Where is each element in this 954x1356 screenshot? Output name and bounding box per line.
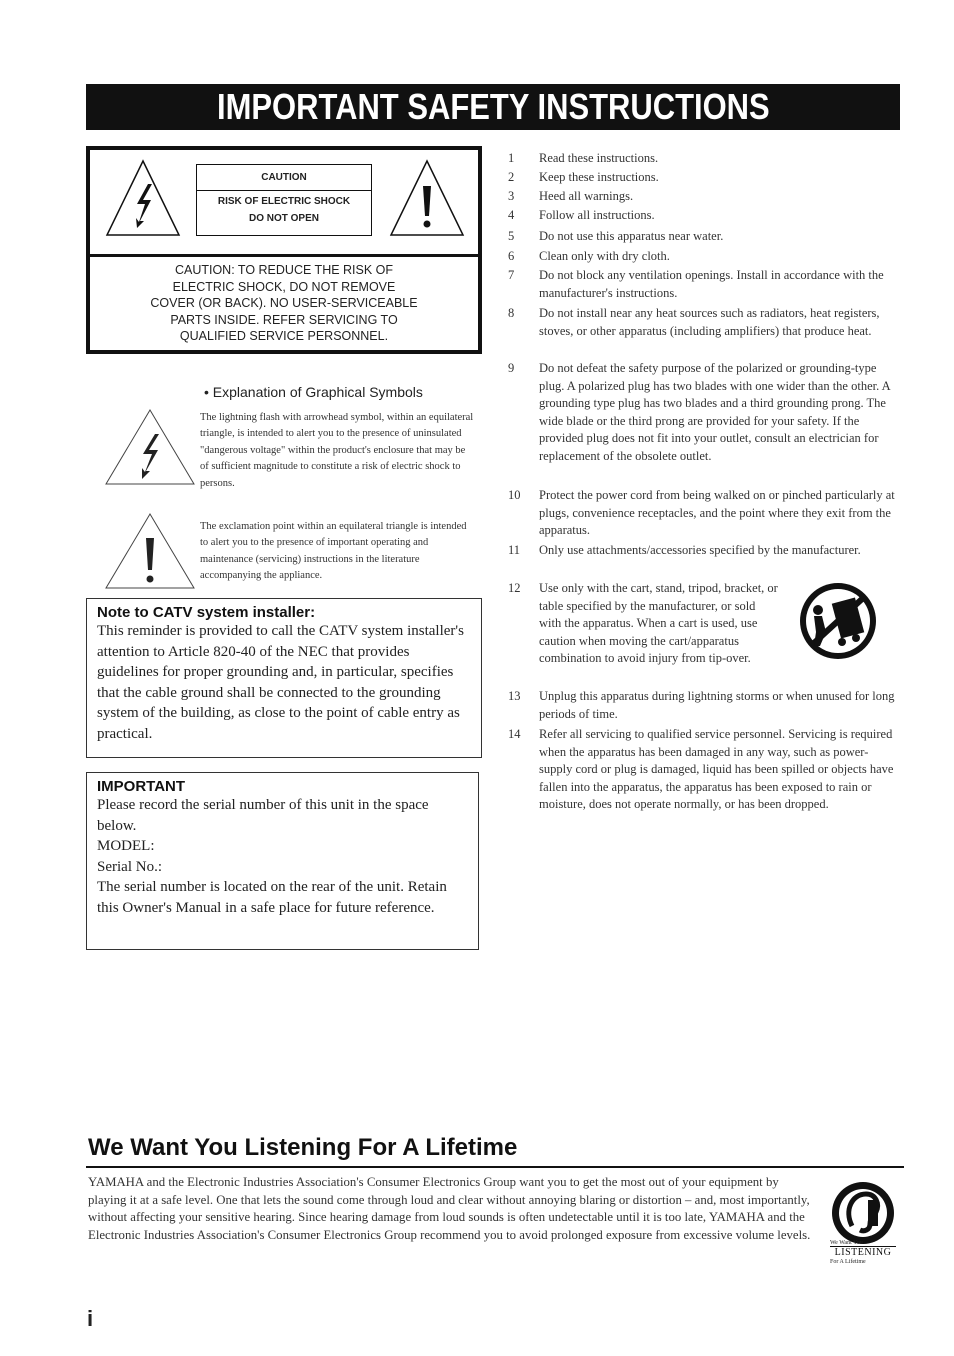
lightning-triangle-icon [104, 408, 196, 486]
list-item: 6 Clean only with dry cloth. [508, 249, 670, 263]
page-title: IMPORTANT SAFETY INSTRUCTIONS [216, 86, 770, 127]
exclamation-triangle-icon [388, 158, 466, 238]
page-number: i [87, 1306, 94, 1331]
list-item: 1 Read these instructions. [508, 151, 659, 165]
caution-label-box [196, 164, 372, 236]
catv-body: This reminder is provided to call the CATV system installer's attention to Article 820-40 of the NEC that provides guidelines for proper grounding and, in particular, specifies that the cable ground shall be connected to the grounding system of the building, as close to the point of cable entry as practical. [97, 623, 464, 742]
catv-heading: Note to CATV system installer: [97, 604, 316, 621]
serial-label: Serial No.: [97, 858, 162, 875]
caution-warning-text: CAUTION: TO REDUCE THE RISK OF ELECTRIC SHOCK, DO NOT REMOVE COVER (OR BACK). NO USER-SERVICEABLE PARTS INSIDE. REFER SERVICING TO QUALIFIED SERVICE PERSONNEL. [150, 263, 418, 343]
list-item: 14 Refer all servicing to qualified service personnel. Servicing is required when the apparatus has been damaged in any way, such as power-supply cord or plug is damaged, liquid has been spilled or objects have fallen into the apparatus, the apparatus has been exposed to rain or moisture, does not operate normally, or has been dropped. [508, 727, 894, 812]
list-item: 9 Do not defeat the safety purpose of the polarized or grounding-type plug. A polarized plug has two blades with one wider than the other. A grounding type plug has two blades and a third grounding prong. The wide blade or the third prong are provided for your safety. If the provided plug does not fit into your outlet, consult an electrician for replacement of the obsolete outlet. [508, 361, 890, 463]
caution-label: CAUTION [261, 172, 307, 183]
exclamation-triangle-icon [104, 512, 196, 590]
list-item: 3 Heed all warnings. [508, 189, 634, 203]
exclamation-symbol-description: The exclamation point within an equilateral triangle is intended to alert you to the presence of important operating and maintenance (servicing) instructions in the literature accompanying the appliance. [200, 521, 467, 582]
important-heading: IMPORTANT [97, 778, 186, 795]
caution-open-line: DO NOT OPEN [248, 213, 319, 224]
lifetime-body: YAMAHA and the Electronic Industries Association's Consumer Electronics Group want you to get the most out of your equipment by playing it at a safe level. One that lets the sound come through loud and clear without annoying blaring or distortion – and, most importantly, without affecting your sensitive hearing. Since hearing damage from loud sounds is often undetectable until it is too late, YAMAHA and the Electronic Industries Association's Consumer Electronics Group recommend you to avoid prolonged exposure from excessive volume levels. [88, 1175, 811, 1242]
list-item: 13 Unplug this apparatus during lightning storms or when unused for long periods of time. [508, 689, 895, 721]
lightning-triangle-icon [104, 158, 182, 238]
listening-logo-icon [830, 1180, 896, 1272]
caution-box [86, 146, 482, 354]
important-box [86, 772, 479, 950]
caution-risk-line: RISK OF ELECTRIC SHOCK [217, 196, 351, 207]
logo-text: LISTENING [830, 1246, 896, 1258]
lifetime-heading: We Want You Listening For A Lifetime [88, 1134, 518, 1161]
cart-tipover-icon [796, 580, 880, 662]
list-item: 7 Do not block any ventilation openings. Install in accordance with the manufacturer's instructions. [508, 268, 884, 300]
list-item: 5 Do not use this apparatus near water. [508, 229, 724, 243]
list-item: 10 Protect the power cord from being walked on or pinched particularly at plugs, convenience receptacles, and the point where they exit from the apparatus. [508, 488, 895, 538]
logo-top-text: We Want You [830, 1240, 863, 1246]
page-title-bar [86, 84, 900, 130]
list-item: 11 Only use attachments/accessories specified by the manufacturer. [508, 543, 861, 557]
list-item: 4 Follow all instructions. [508, 208, 655, 222]
list-item: 2 Keep these instructions. [508, 170, 659, 184]
catv-note-box [86, 598, 482, 758]
lightning-symbol-description: The lightning flash with arrowhead symbol, within an equilateral triangle, is intended to alert you to the presence of uninsulated "dangerous voltage" within the product's enclosure that may be of sufficient magnitude to constitute a risk of electric shock to persons. [200, 412, 474, 489]
important-record-text: Please record the serial number of this unit in the space below. [97, 797, 429, 834]
model-label: MODEL: [97, 838, 155, 855]
list-item: 8 Do not install near any heat sources such as radiators, heat registers, stoves, or other apparatus (including amplifiers) that produce heat. [508, 306, 880, 338]
important-location-text: The serial number is located on the rear of the unit. Retain this Owner's Manual in a safe place for future reference. [97, 879, 447, 916]
section-divider [86, 1166, 904, 1168]
symbols-heading: • Explanation of Graphical Symbols [204, 384, 423, 400]
logo-bottom-text: For A Lifetime [830, 1259, 866, 1265]
list-item: 12 Use only with the cart, stand, tripod, bracket, or table specified by the manufacturer, or sold with the apparatus. When a cart is used, use caution when moving the cart/apparatus combination to avoid injury from tip-over. [508, 581, 778, 666]
caution-symbols-row [90, 150, 478, 257]
